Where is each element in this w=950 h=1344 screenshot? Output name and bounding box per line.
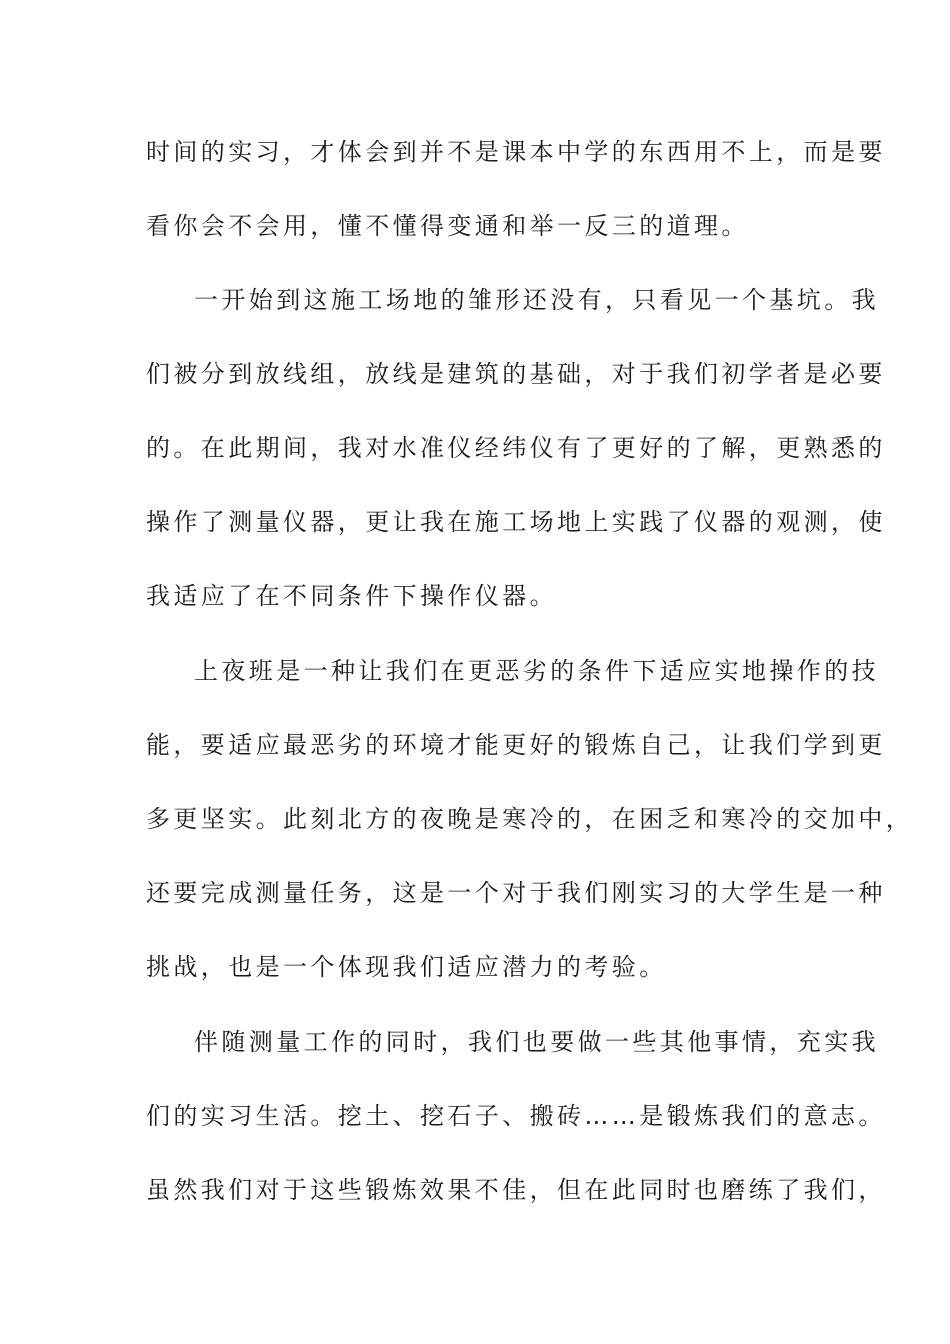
- text-line: 的。在此期间，我对水准仪经纬仪有了更好的了解，更熟悉的: [146, 434, 886, 462]
- text-line: 们的实习生活。挖土、挖石子、搬砖……是锻炼我们的意志。: [146, 1102, 886, 1130]
- text-line: 们被分到放线组，放线是建筑的基础，对于我们初学者是必要: [146, 360, 886, 388]
- paragraph-start-line: 一开始到这施工场地的雏形还没有，只看见一个基坑。我: [194, 286, 879, 314]
- text-line: 能，要适应最恶劣的环境才能更好的锻炼自己，让我们学到更: [146, 731, 886, 759]
- text-line: 还要完成测量任务，这是一个对于我们刚实习的大学生是一种: [146, 879, 886, 907]
- text-line: 虽然我们对于这些锻炼效果不佳，但在此同时也磨练了我们，: [146, 1176, 886, 1204]
- text-line: 操作了测量仪器，更让我在施工场地上实践了仪器的观测，使: [146, 508, 886, 536]
- text-line: 挑战，也是一个体现我们适应潜力的考验。: [146, 953, 667, 981]
- text-line: 时间的实习，才体会到并不是课本中学的东西用不上，而是要: [146, 138, 886, 166]
- text-line: 多更坚实。此刻北方的夜晚是寒冷的，在困乏和寒冷的交加中，: [146, 805, 914, 833]
- paragraph-start-line: 上夜班是一种让我们在更恶劣的条件下适应实地操作的技: [194, 657, 879, 685]
- text-line: 我适应了在不同条件下操作仪器。: [146, 582, 557, 610]
- paragraph-start-line: 伴随测量工作的同时，我们也要做一些其他事情，充实我: [194, 1028, 879, 1056]
- text-line: 看你会不会用，懂不懂得变通和举一反三的道理。: [146, 212, 749, 240]
